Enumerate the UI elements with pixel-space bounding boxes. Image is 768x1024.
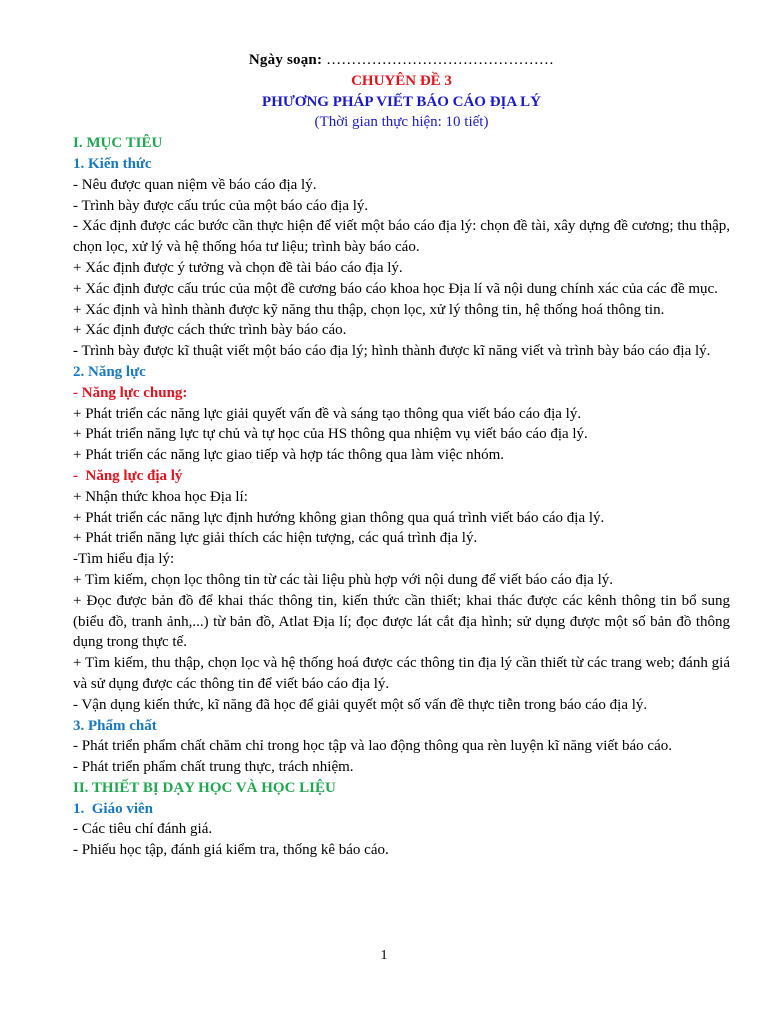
section-1-heading: I. MỤC TIÊU <box>73 135 163 152</box>
knowledge-item: + Xác định và hình thành được kỹ năng thu thập, chọn lọc, xử lý thông tin, hệ thống hoá thông tin. <box>73 301 665 318</box>
page-number: 1 <box>380 948 388 963</box>
teacher-heading: 1. Giáo viên <box>73 800 154 817</box>
competence-heading: 2. Năng lực <box>73 363 146 380</box>
date-line <box>73 50 730 71</box>
duration: (Thời gian thực hiện: 10 tiết) <box>314 114 489 131</box>
geo-competence-item: + Tìm kiếm, chọn lọc thông tin từ các tài liệu phù hợp với nội dung để viết báo cáo địa lý. <box>73 571 613 588</box>
geo-competence-item: + Nhận thức khoa học Địa lí: <box>73 488 248 505</box>
knowledge-item: + Xác định được ý tưởng và chọn đề tài báo cáo địa lý. <box>73 259 403 276</box>
document-title: PHƯƠNG PHÁP VIẾT BÁO CÁO ĐỊA LÝ <box>262 93 541 110</box>
section-2-heading: II. THIẾT BỊ DẠY HỌC VÀ HỌC LIỆU <box>73 779 336 796</box>
quality-item: - Phát triển phẩm chất chăm chỉ trong học tập và lao động thông qua rèn luyện kĩ năng viết báo cáo. <box>73 738 672 755</box>
general-competence-item: + Phát triển các năng lực giải quyết vấn đề và sáng tạo thông qua viết báo cáo địa lý. <box>73 405 582 422</box>
knowledge-item: - Trình bày được kĩ thuật viết một báo cáo địa lý; hình thành được kĩ năng viết và trình bày báo cáo địa lý. <box>73 343 711 360</box>
knowledge-item: + Xác định được cách thức trình bày báo cáo. <box>73 322 347 339</box>
geo-competence-item: + Phát triển các năng lực định hướng không gian thông qua quá trình viết báo cáo địa lý. <box>73 509 605 526</box>
geo-competence-item: + Đọc được bản đồ để khai thác thông tin, kiến thức cần thiết; khai thác được các kênh thông tin bổ sung (biểu đồ, tranh ảnh,...) từ bản đồ, Atlat Địa lí; đọc được lát cắt địa hình; sử dụng được một số bản đồ thông dụng trong thực tế. <box>73 592 730 651</box>
geo-competence-heading: - Năng lực địa lý <box>73 467 183 484</box>
general-competence-item: + Phát triển năng lực tự chủ và tự học của HS thông qua nhiệm vụ viết báo cáo địa lý. <box>73 426 588 443</box>
quality-item: - Phát triển phẩm chất trung thực, trách nhiệm. <box>73 759 354 776</box>
geo-competence-item: - Vận dụng kiến thức, kĩ năng đã học để giải quyết một số vấn đề thực tiễn trong báo cáo địa lý. <box>73 696 648 713</box>
general-competence-item: + Phát triển các năng lực giao tiếp và hợp tác thông qua làm việc nhóm. <box>73 447 505 464</box>
date-label: Ngày soạn: <box>248 52 323 68</box>
geo-competence-item: -Tìm hiểu địa lý: <box>73 551 175 568</box>
topic-heading: CHUYÊN ĐỀ 3 <box>351 72 452 89</box>
geo-competence-item: + Phát triển năng lực giải thích các hiện tượng, các quá trình địa lý. <box>73 530 478 547</box>
knowledge-item: - Xác định được các bước cần thực hiện để viết một báo cáo địa lý: chọn đề tài, xây dựng đề cương; thu thập, chọn lọc, xử lý và hệ thống hóa tư liệu; trình bày báo cáo. <box>73 218 730 256</box>
knowledge-item: - Trình bày được cấu trúc của một báo cáo địa lý. <box>73 197 369 214</box>
teacher-item: - Các tiêu chí đánh giá. <box>73 821 213 838</box>
knowledge-heading: 1. Kiến thức <box>73 155 152 172</box>
general-competence-heading: - Năng lực chung: <box>73 384 188 401</box>
teacher-item: - Phiếu học tập, đánh giá kiểm tra, thống kê báo cáo. <box>73 842 389 859</box>
knowledge-item: - Nêu được quan niệm về báo cáo địa lý. <box>73 176 317 193</box>
quality-heading: 3. Phẩm chất <box>73 717 157 734</box>
geo-competence-item: + Tìm kiếm, thu thập, chọn lọc và hệ thống hoá được các thông tin địa lý cần thiết từ các trang web; đánh giá và sử dụng được các thông tin để viết báo cáo địa lý. <box>73 655 730 692</box>
knowledge-item: + Xác định được cấu trúc của một đề cương báo cáo khoa học Địa lí vã nội dung chính xác của các đề mục. <box>73 280 718 297</box>
document-body <box>73 50 730 861</box>
date-dots: ……………………………………… <box>326 52 555 68</box>
